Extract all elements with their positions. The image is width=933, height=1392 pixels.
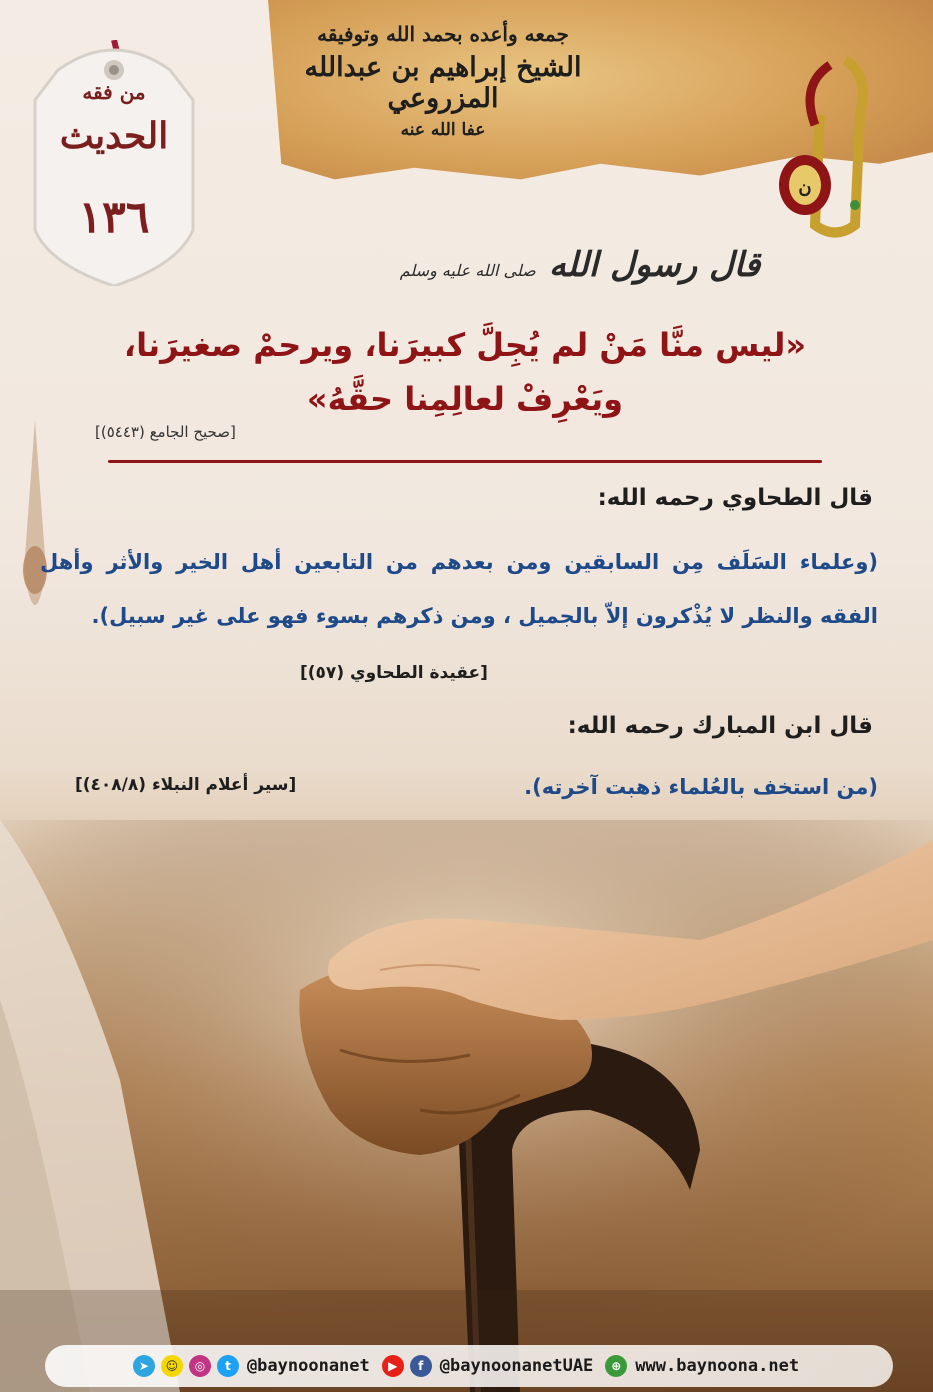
tag-title: الحديث — [59, 115, 169, 157]
social-handle[interactable]: @baynoonanet — [246, 1356, 370, 1376]
divider — [108, 460, 822, 463]
hadith-text — [40, 318, 890, 426]
tag-small-label: من فقه — [82, 80, 146, 104]
facebook-icon[interactable]: f — [410, 1355, 432, 1377]
quote2-ref: [سير أعلام النبلاء (٤٠٨/٨)] — [75, 775, 297, 795]
credit-line-1: جمعه وأعده بحمد الله وتوفيقه — [317, 22, 569, 46]
telegram-icon[interactable]: ➤ — [133, 1355, 155, 1377]
series-tag — [28, 40, 200, 286]
credit-name: الشيخ إبراهيم بن عبدالله المزروعي — [304, 52, 582, 114]
hadith-line-1: «ليس منَّا مَنْ لم يُجِلَّ كبيرَنا، ويرحمْ صغيرَنا، — [123, 326, 807, 364]
credit-line-3: عفا الله عنه — [400, 120, 486, 140]
quote1-speaker: قال الطحاوي رحمه الله: — [597, 485, 873, 511]
globe-icon: ⊕ — [605, 1355, 627, 1377]
svg-text:ن: ن — [798, 177, 812, 198]
hands-cane-illustration — [0, 820, 933, 1392]
hadith-salutation: صلى الله عليه وسلم — [399, 261, 536, 280]
quote1-text: (وعلماء السَلَف مِن السابقين ومن بعدهم من التابعين أهل الخير والأثر وأهل الفقه والنظر لا يُذْكرون إلاّ بالجميل ، ومن ذكرهم بسوء فهو على غير سبيل). — [40, 550, 878, 628]
social-footer — [45, 1345, 893, 1387]
compiler-credit — [283, 22, 603, 140]
website-link[interactable]: www.baynoona.net — [635, 1356, 800, 1376]
quote2-text: (من استخف بالعُلماء ذهبت آخرته). — [524, 775, 878, 799]
quote2-speaker: قال ابن المبارك رحمه الله: — [567, 713, 873, 739]
baynoona-logo-icon — [775, 55, 885, 240]
instagram-icon[interactable]: ◎ — [189, 1355, 211, 1377]
snapchat-icon[interactable]: ☺ — [161, 1355, 183, 1377]
youtube-icon[interactable]: ▶ — [382, 1355, 404, 1377]
tag-number: ١٣٦ — [78, 192, 150, 243]
quote1-ref: [عقيدة الطحاوي (٥٧)] — [300, 663, 488, 683]
hadith-source: [صحيح الجامع (٥٤٤٣)] — [95, 423, 236, 441]
hadith-intro-main: قال رسول الله — [548, 245, 761, 285]
twitter-icon[interactable]: t — [217, 1355, 239, 1377]
hadith-line-2: ويَعْرِفْ لعالِمِنا حقَّهُ» — [306, 380, 624, 418]
hadith-intro — [280, 245, 880, 285]
facebook-handle[interactable]: @baynoonanetUAE — [439, 1356, 594, 1376]
